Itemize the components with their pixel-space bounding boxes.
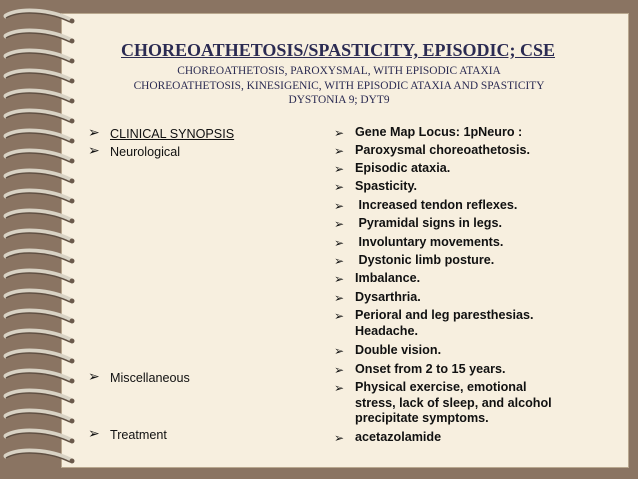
right-item: Gene Map Locus: 1pNeuro : bbox=[355, 125, 523, 139]
spiral-hole bbox=[70, 359, 75, 364]
bullet-icon: ➢ bbox=[88, 425, 100, 441]
spiral-hole bbox=[70, 119, 75, 124]
bullet-icon: ➢ bbox=[334, 381, 345, 395]
bullet-icon: ➢ bbox=[88, 368, 100, 384]
bullet-icon: ➢ bbox=[88, 142, 100, 158]
spiral-hole bbox=[70, 159, 75, 164]
bullet-icon: ➢ bbox=[334, 217, 345, 231]
bullet-icon: ➢ bbox=[334, 344, 345, 358]
subtitle-line-3: DYSTONIA 9; DYT9 bbox=[288, 94, 390, 106]
spiral-hole bbox=[70, 399, 75, 404]
spiral-hole bbox=[70, 299, 75, 304]
spiral-hole bbox=[70, 199, 75, 204]
spiral-hole bbox=[70, 439, 75, 444]
right-item: Spasticity. bbox=[355, 179, 418, 193]
bullet-icon: ➢ bbox=[334, 199, 345, 213]
left-item-miscellaneous: Miscellaneous bbox=[110, 371, 190, 385]
right-item: Paroxysmal choreoathetosis. bbox=[355, 143, 530, 157]
right-item: acetazolamide bbox=[355, 430, 442, 444]
left-item-treatment: Treatment bbox=[110, 428, 167, 442]
right-item: Physical exercise, emotional stress, lack of sleep, and alcohol precipitate symptoms. bbox=[355, 380, 552, 425]
spiral-hole bbox=[70, 139, 75, 144]
left-item-clinical-synopsis: CLINICAL SYNOPSIS bbox=[110, 127, 235, 141]
right-item: Dystonic limb posture. bbox=[355, 253, 495, 267]
spiral-hole bbox=[70, 19, 75, 24]
right-item: Pyramidal signs in legs. bbox=[355, 216, 502, 230]
spiral-binding bbox=[0, 8, 80, 473]
spiral-hole bbox=[70, 339, 75, 344]
spiral-hole bbox=[70, 279, 75, 284]
bullet-icon: ➢ bbox=[334, 363, 345, 377]
right-item: Dysarthria. bbox=[355, 290, 421, 304]
bullet-icon: ➢ bbox=[334, 309, 345, 323]
spiral-hole bbox=[70, 219, 75, 224]
spiral-hole bbox=[70, 239, 75, 244]
bullet-icon: ➢ bbox=[334, 431, 345, 445]
right-item: Double vision. bbox=[355, 343, 442, 357]
left-item-neurological: Neurological bbox=[110, 145, 181, 159]
right-item: Imbalance. bbox=[355, 271, 421, 285]
spiral-hole bbox=[70, 379, 75, 384]
right-item: Episodic ataxia. bbox=[355, 161, 451, 175]
bullet-icon: ➢ bbox=[334, 236, 345, 250]
right-item: Perioral and leg paresthesias. Headache. bbox=[355, 308, 534, 338]
spiral-hole bbox=[70, 99, 75, 104]
right-item: Onset from 2 to 15 years. bbox=[355, 362, 506, 376]
subtitle-line-1: CHOREOATHETOSIS, PAROXYSMAL, WITH EPISODIC ATAXIA bbox=[177, 65, 501, 77]
subtitle bbox=[96, 64, 582, 108]
bullet-icon: ➢ bbox=[334, 126, 345, 140]
spiral-hole bbox=[70, 259, 75, 264]
spiral-hole bbox=[70, 179, 75, 184]
right-item: Increased tendon reflexes. bbox=[355, 198, 518, 212]
bullet-icon: ➢ bbox=[334, 180, 345, 194]
spiral-hole bbox=[70, 419, 75, 424]
page-title: CHOREOATHETOSIS/SPASTICITY, EPISODIC; CSE bbox=[121, 40, 555, 60]
spiral-hole bbox=[70, 319, 75, 324]
bullet-icon: ➢ bbox=[334, 162, 345, 176]
bullet-icon: ➢ bbox=[334, 272, 345, 286]
subtitle-line-2: CHOREOATHETOSIS, KINESIGENIC, WITH EPISODIC ATAXIA AND SPASTICITY bbox=[133, 79, 545, 92]
bullet-icon: ➢ bbox=[334, 144, 345, 158]
bullet-icon: ➢ bbox=[334, 291, 345, 305]
right-item: Involuntary movements. bbox=[355, 235, 504, 249]
spiral-hole bbox=[70, 459, 75, 464]
bullet-icon: ➢ bbox=[88, 124, 100, 140]
spiral-hole bbox=[70, 79, 75, 84]
bullet-icon: ➢ bbox=[334, 254, 345, 268]
